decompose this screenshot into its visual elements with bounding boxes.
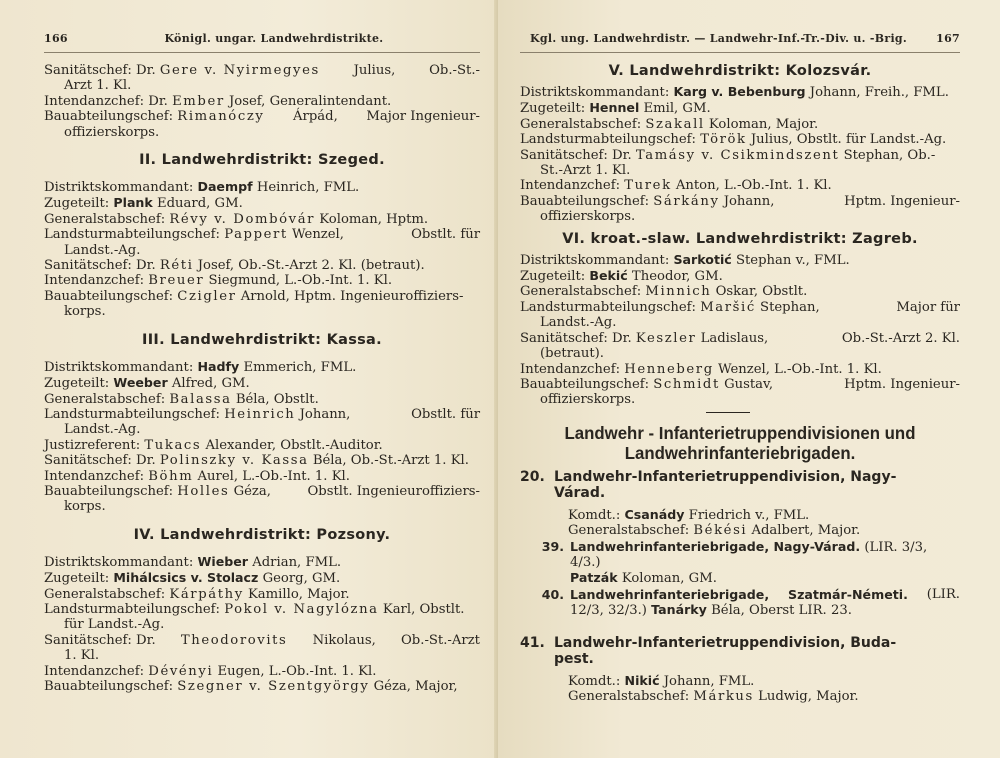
district-heading: V. Landwehrdistrikt: Kolozsvár. [608,63,872,79]
right-running-head [520,32,960,53]
entry-line: Landst.-Ag. [540,315,617,331]
entry-line: korps. [64,304,106,320]
entry-line: Distriktskommandant: Sarkotić Stephan v., FML. [520,251,850,268]
entry-line: Sanitätschef: Dr. Gere v. Nyirmegyes Julius, Ob.-St.- [44,63,480,78]
left-page [0,0,498,758]
entry-line: Arzt 1. Kl. [64,78,132,94]
division-heading: 41. Landwehr-Infanterietruppendivision, Buda- pest. [520,634,897,667]
entry-line: Distriktskommandant: Karg v. Bebenburg Johann, Freih., FML. [520,84,949,100]
section-divider [706,412,750,413]
entry-line: Zugeteilt: Plank Eduard, GM. [44,195,243,212]
entry-line: Landsturmabteilungschef: Török Julius, Obstlt. für Landst.-Ag. [520,132,947,148]
entry-line: offizierskorps. [540,209,636,225]
entry-line: Intendanzchef: Dr. Ember Josef, Generalintendant. [44,93,392,109]
entry-line: Distriktskommandant: Hadfy Emmerich, FML. [44,358,357,375]
entry-line: Intendanzchef: Henneberg Wenzel, L.-Ob.-Int. 1. Kl. [520,361,882,377]
entry-line: Generalstabschef: Békési Adalbert, Major. [568,523,861,539]
district-heading: II. Landwehrdistrikt: Szeged. [139,152,385,169]
entry-line: Intendanzchef: Breuer Siegmund, L.-Ob.-Int. 1. Kl. [44,273,393,289]
entry-line: Sanitätschef: Dr. Réti Josef, Ob.-St.-Arzt 2. Kl. (betraut). [44,258,425,274]
entry-line: offizierskorps. [64,124,160,140]
section-heading: Landwehr - Infanterietruppendivisionen und Landwehrinfanteriebrigaden. [564,422,916,463]
right-running-title: Kgl. ung. Landwehrdistr. — Landwehr-Inf.-Tr.-Div. u. -Brig. [530,32,908,45]
left-page-number: 166 [44,32,68,45]
entry-line: Zugeteilt: Mihálcsics v. Stolacz Georg, GM. [44,570,341,587]
entry-line: Distriktskommandant: Wieber Adrian, FML. [44,553,342,570]
entry-line: St.-Arzt 1. Kl. [540,163,631,179]
brigade-entry: 39. Landwehrinfanteriebrigade, Nagy-Várad. (LIR. 3/3, 4/3.) Patzák Koloman, GM. [541,538,928,587]
entry-line: Generalstabschef: Minnich Oskar, Obstlt. [520,284,808,300]
entry-line: 1. Kl. [64,648,100,664]
entry-line: Generalstabschef: Révy v. Dombóvár Koloman, Hptm. [44,211,429,227]
entry-line: Landsturmabteilungschef: Heinrich Johann, Obstlt. für [44,406,480,422]
left-running-head [44,32,480,53]
entry-line: Generalstabschef: Balassa Béla, Obstlt. [44,391,319,407]
entry-line: Generalstabschef: Kárpáthy Kamillo, Major. [44,586,350,602]
entry-line: Bauabteilungschef: Czigler Arnold, Hptm. Ingenieuroffiziers- [44,288,464,304]
entry-line: Zugeteilt: Hennel Emil, GM. [520,100,711,117]
left-running-title: Königl. ungar. Landwehrdistrikte. [164,32,384,45]
entry-line: Distriktskommandant: Daempf Heinrich, FML. [44,179,360,196]
entry-line: Bauabteilungschef: Schmidt Gustav, Hptm. Ingenieur- [520,376,960,392]
division-heading: 20. Landwehr-Infanterietruppendivision, Nagy- Várad. [520,468,897,501]
entry-line: Generalstabschef: Márkus Ludwig, Major. [568,688,859,704]
brigade-entry: 40. Landwehrinfanteriebrigade, Szatmár-Németi. (LIR. 12/3, 32/3.) Tanárky Béla, Oberst LIR. 23. [541,586,960,619]
entry-line: Justizreferent: Tukacs Alexander, Obstlt.-Auditor. [44,437,383,453]
entry-line: Bauabteilungschef: Holles Géza, Obstlt. Ingenieuroffiziers- [44,483,480,499]
entry-line: korps. [64,499,106,515]
entry-line: Komdt.: Csanády Friedrich v., FML. [568,506,810,523]
entry-line: Landsturmabteilungschef: Maršić Stephan, Major für [520,299,960,315]
district-heading: VI. kroat.-slaw. Landwehrdistrikt: Zagreb. [562,230,918,247]
entry-line: für Landst.-Ag. [64,617,165,633]
entry-line: Sanitätschef: Dr. Polinszky v. Kassa Béla, Ob.-St.-Arzt 1. Kl. [44,453,469,469]
district-heading: III. Landwehrdistrikt: Kassa. [142,331,382,348]
entry-line: Generalstabschef: Szakall Koloman, Major. [520,116,819,132]
entry-line: Landst.-Ag. [64,422,141,438]
entry-line: Landsturmabteilungschef: Pappert Wenzel, Obstlt. für [44,227,480,243]
entry-line: Intendanzchef: Dévényi Eugen, L.-Ob.-Int. 1. Kl. [44,663,377,679]
entry-line: Sanitätschef: Dr. Theodorovits Nikolaus, Ob.-St.-Arzt [44,632,480,648]
entry-line: Bauabteilungschef: Szegner v. Szentgyörgy Géza, Major, [44,679,458,694]
entry-line: Landsturmabteilungschef: Pokol v. Nagylózna Karl, Obstlt. [44,601,465,617]
entry-line: Sanitätschef: Dr. Keszler Ladislaus, Ob.-St.-Arzt 2. Kl. [520,330,960,346]
entry-line: Intendanzchef: Turek Anton, L.-Ob.-Int. 1. Kl. [520,178,832,194]
entry-line: Bauabteilungschef: Sárkány Johann, Hptm. Ingenieur- [520,193,960,209]
entry-line: Komdt.: Nikić Johann, FML. [568,672,755,689]
entry-line: (betraut). [540,346,604,362]
district-heading: IV. Landwehrdistrikt: Pozsony. [133,526,391,543]
right-page [498,0,1000,758]
entry-line: Bauabteilungschef: Rimanóczy Árpád, Major Ingenieur- [44,109,480,125]
entry-line: Zugeteilt: Weeber Alfred, GM. [44,375,250,392]
entry-line: Sanitätschef: Dr. Tamásy v. Csikmindszent Stephan, Ob.- [520,147,936,163]
right-page-number: 167 [936,32,960,45]
entry-line: offizierskorps. [540,392,636,408]
entry-line: Intendanzchef: Böhm Aurel, L.-Ob.-Int. 1. Kl. [44,468,350,484]
entry-line: Zugeteilt: Bekić Theodor, GM. [520,268,723,285]
entry-line: Landst.-Ag. [64,242,141,258]
